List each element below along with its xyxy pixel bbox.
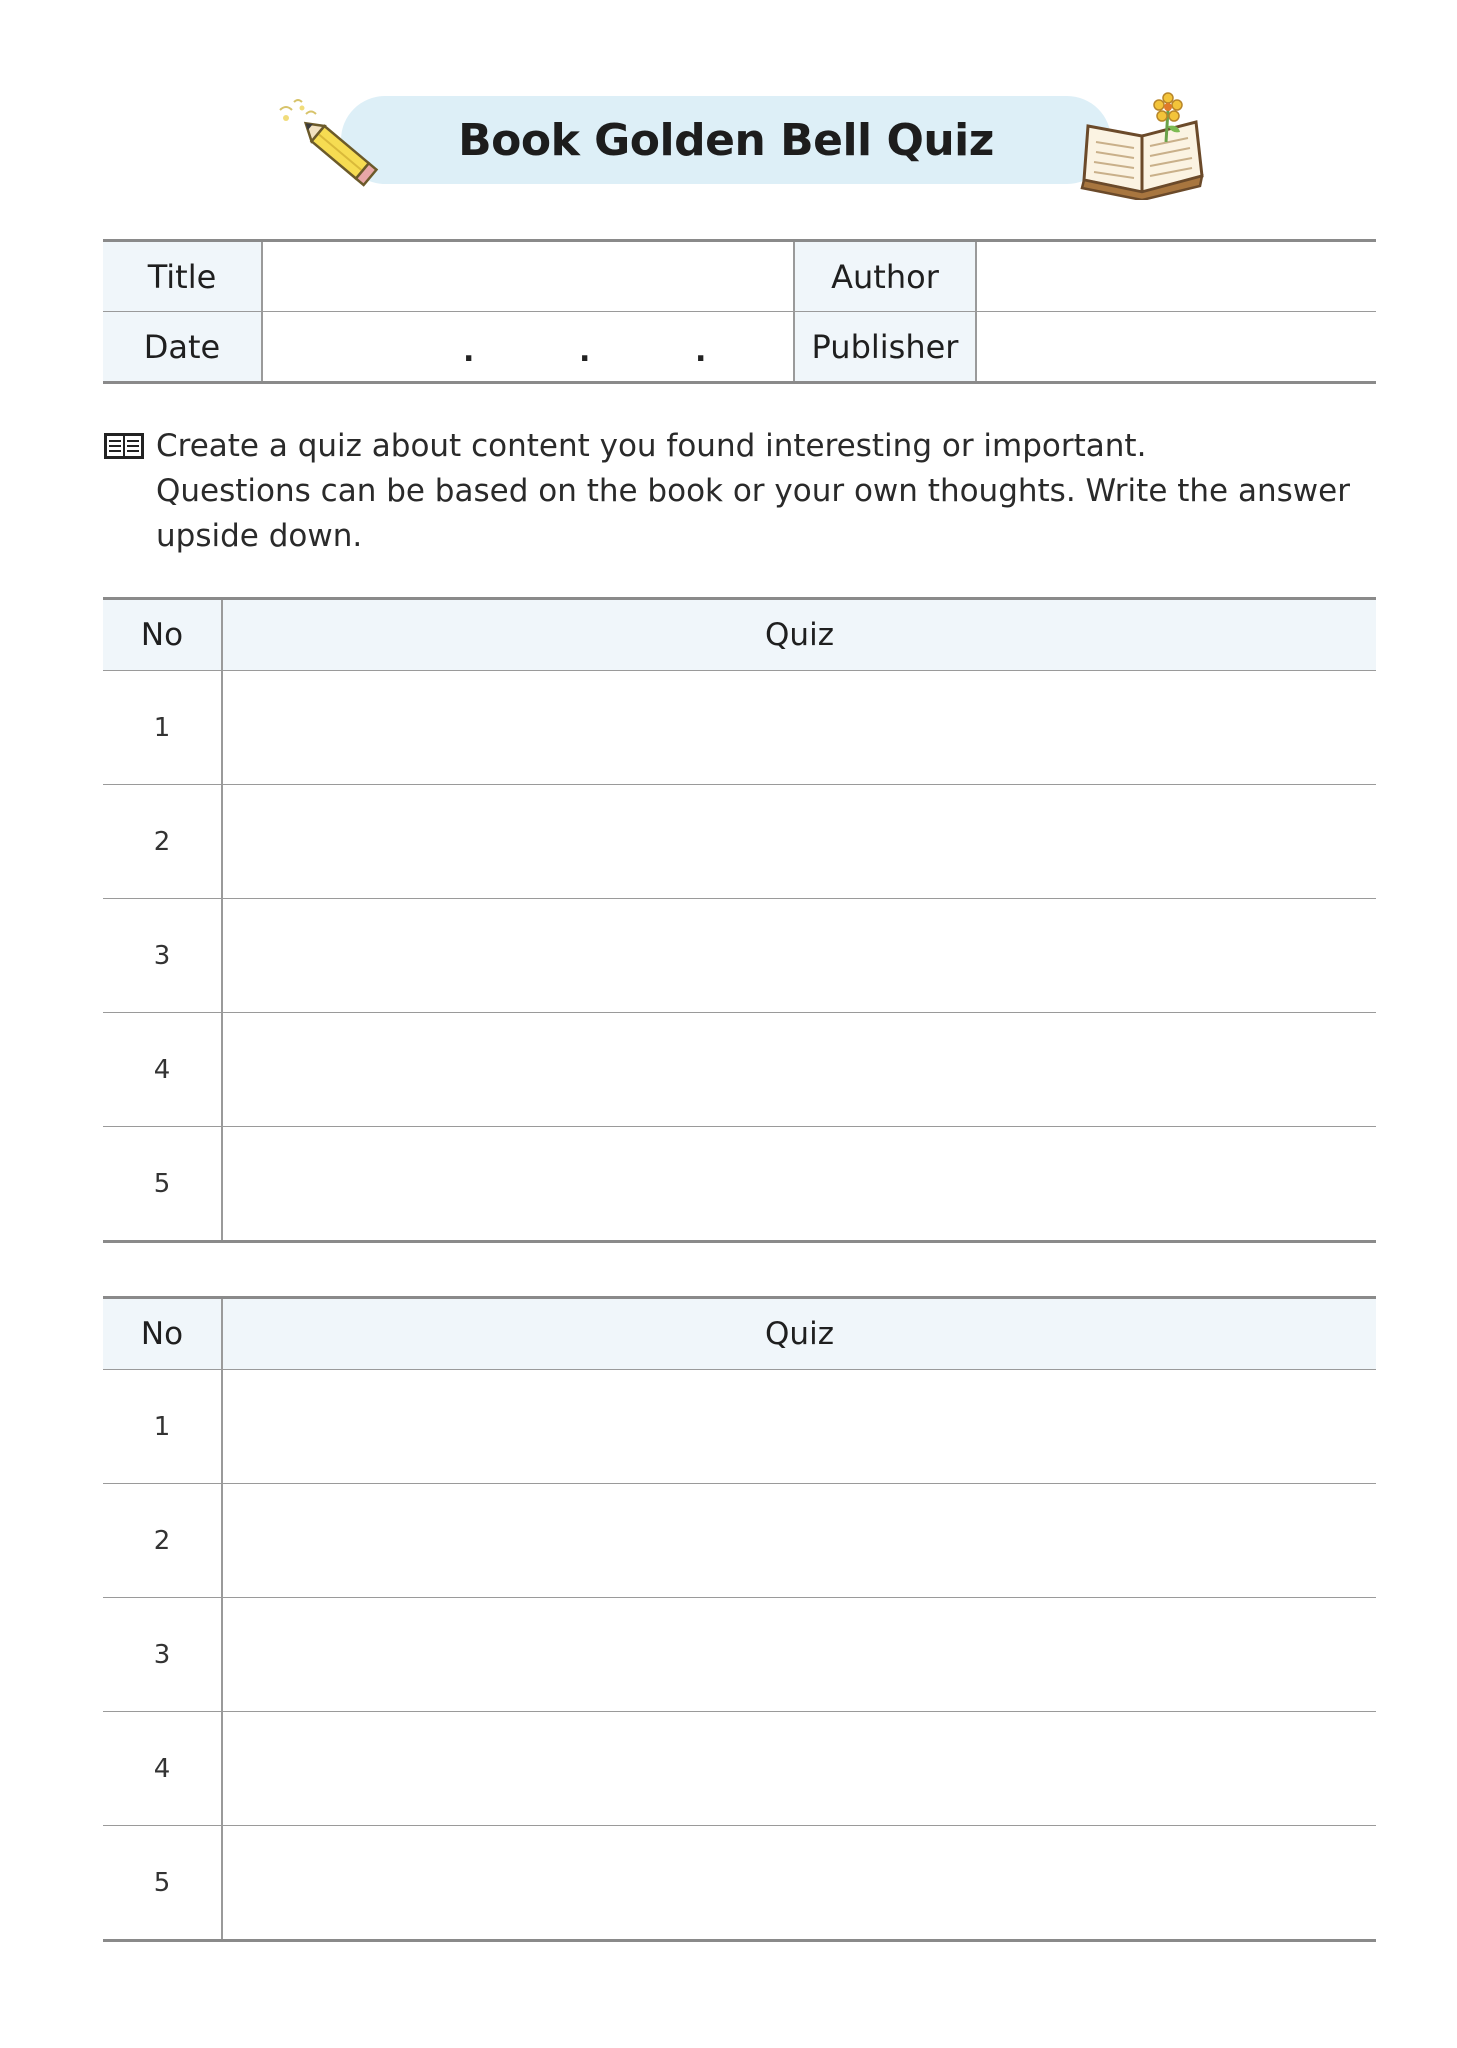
quiz-answer-cell[interactable] [222,899,1376,1013]
instruction-line: Questions can be based on the book or your own thoughts. Write the answer [156,473,1350,509]
table-row [103,671,1376,785]
quiz-number: 2 [103,785,222,899]
open-book-icon [1080,92,1205,200]
info-row-title [103,241,1376,312]
quiz-table-1 [103,597,1376,1243]
info-row-date [103,312,1376,383]
quiz-answer-cell[interactable] [222,1484,1376,1598]
table-row [103,1013,1376,1127]
publisher-label: Publisher [794,312,976,383]
table-row [103,1598,1376,1712]
no-column-header: No [103,1298,222,1370]
quiz-number: 4 [103,1013,222,1127]
table-row [103,1370,1376,1484]
quiz-answer-cell[interactable] [222,1370,1376,1484]
quiz-column-header: Quiz [222,1298,1376,1370]
quiz-number: 2 [103,1484,222,1598]
quiz-answer-cell[interactable] [222,1826,1376,1941]
instruction-line: upside down. [156,518,363,554]
quiz-number: 4 [103,1712,222,1826]
date-separator: . [695,334,707,369]
author-field[interactable] [976,241,1376,312]
quiz-number: 5 [103,1127,222,1242]
quiz-table-2 [103,1296,1376,1942]
quiz-header-row [103,1298,1376,1370]
quiz-answer-cell[interactable] [222,1598,1376,1712]
table-row [103,785,1376,899]
date-separator: . [463,334,475,369]
quiz-answer-cell[interactable] [222,785,1376,899]
book-icon [103,431,145,461]
table-row [103,1127,1376,1242]
title-field[interactable] [262,241,794,312]
quiz-answer-cell[interactable] [222,1712,1376,1826]
date-field[interactable] [262,312,794,383]
book-info-table [103,239,1376,384]
publisher-field[interactable] [976,312,1376,383]
date-separator: . [579,334,591,369]
quiz-answer-cell[interactable] [222,671,1376,785]
instruction-line: Create a quiz about content you found interesting or important. [156,428,1147,464]
no-column-header: No [103,599,222,671]
table-row [103,1826,1376,1941]
title-label: Title [103,241,262,312]
quiz-number: 3 [103,1598,222,1712]
quiz-column-header: Quiz [222,599,1376,671]
table-row [103,1712,1376,1826]
date-label: Date [103,312,262,383]
author-label: Author [794,241,976,312]
quiz-number: 3 [103,899,222,1013]
quiz-number: 5 [103,1826,222,1941]
quiz-number: 1 [103,1370,222,1484]
quiz-answer-cell[interactable] [222,1013,1376,1127]
instructions [156,424,1386,559]
quiz-number: 1 [103,671,222,785]
quiz-answer-cell[interactable] [222,1127,1376,1242]
quiz-header-row [103,599,1376,671]
table-row [103,899,1376,1013]
page-title: Book Golden Bell Quiz [458,114,994,166]
table-row [103,1484,1376,1598]
